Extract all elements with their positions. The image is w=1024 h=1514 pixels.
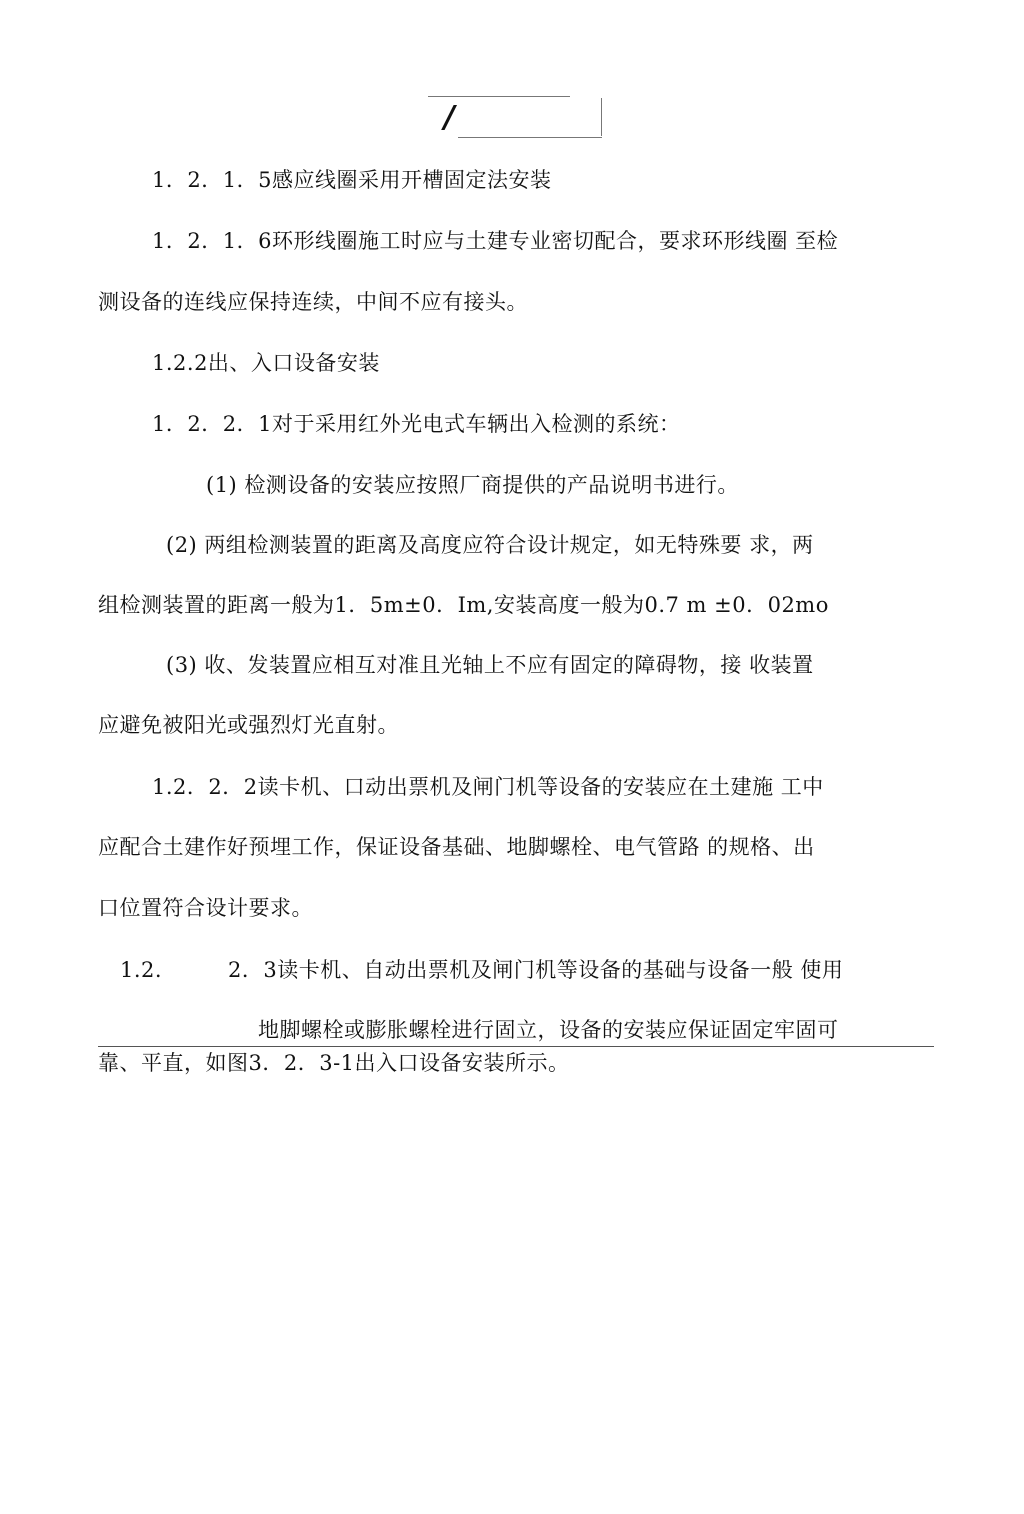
section-heading-1-2-2: 1.2.2出、入口设备安装 [152, 351, 380, 375]
header-frame [426, 96, 602, 138]
header-frame-top-border [428, 96, 570, 97]
list-item-2-line-1: (2) 两组检测装置的距离及高度应符合设计规定，如无特殊要 求，两 [166, 533, 814, 557]
header-frame-right-border [601, 98, 602, 136]
paragraph-1-2-1-6-line-1: 1．2．1．6环形线圈施工时应与土建专业密切配合，要求环形线圈 至检 [152, 229, 839, 253]
list-item-1: (1) 检测设备的安装应按照厂商提供的产品说明书进行。 [206, 473, 739, 497]
paragraph-1-2-1-5: 1．2．1．5感应线圈采用开槽固定法安装 [152, 168, 552, 192]
paragraph-1-2-1-6-line-2: 测设备的连线应保持连续，中间不应有接头。 [98, 290, 528, 314]
paragraph-1-2-2-3-line-1: 2．3读卡机、自动出票机及闸门机等设备的基础与设备一般 使用 [228, 958, 844, 982]
header-frame-bottom-border [458, 137, 602, 138]
list-item-3-line-2: 应避免被阳光或强烈灯光直射。 [98, 713, 399, 737]
paragraph-1-2-2-2-line-1: 1.2．2．2读卡机、口动出票机及闸门机等设备的安装应在土建施 工中 [152, 775, 824, 799]
paragraph-1-2-2-1: 1．2．2．1对于采用红外光电式车辆出入检测的系统： [152, 412, 681, 436]
horizontal-rule [98, 1046, 934, 1047]
list-item-3-line-1: (3) 收、发装置应相互对准且光轴上不应有固定的障碍物，接 收装置 [166, 653, 814, 677]
paragraph-1-2-2-2-line-3: 口位置符合设计要求。 [98, 896, 313, 920]
header-slash-mark: / [444, 100, 455, 135]
paragraph-1-2-2-3-line-2: 地脚螺栓或膨胀螺栓进行固立，设备的安装应保证固定牢固可 [258, 1018, 839, 1042]
paragraph-1-2-2-3-line-3: 靠、平直，如图3．2．3-1出入口设备安装所示。 [98, 1051, 570, 1075]
list-item-2-line-2: 组检测装置的距离一般为1．5m±0．Im,安装高度一般为0.7 m ±0．02mo [98, 593, 829, 617]
paragraph-1-2-2-3-number-prefix: 1.2. [120, 958, 163, 982]
paragraph-1-2-2-2-line-2: 应配合土建作好预埋工作，保证设备基础、地脚螺栓、电气管路 的规格、出 [98, 835, 815, 859]
